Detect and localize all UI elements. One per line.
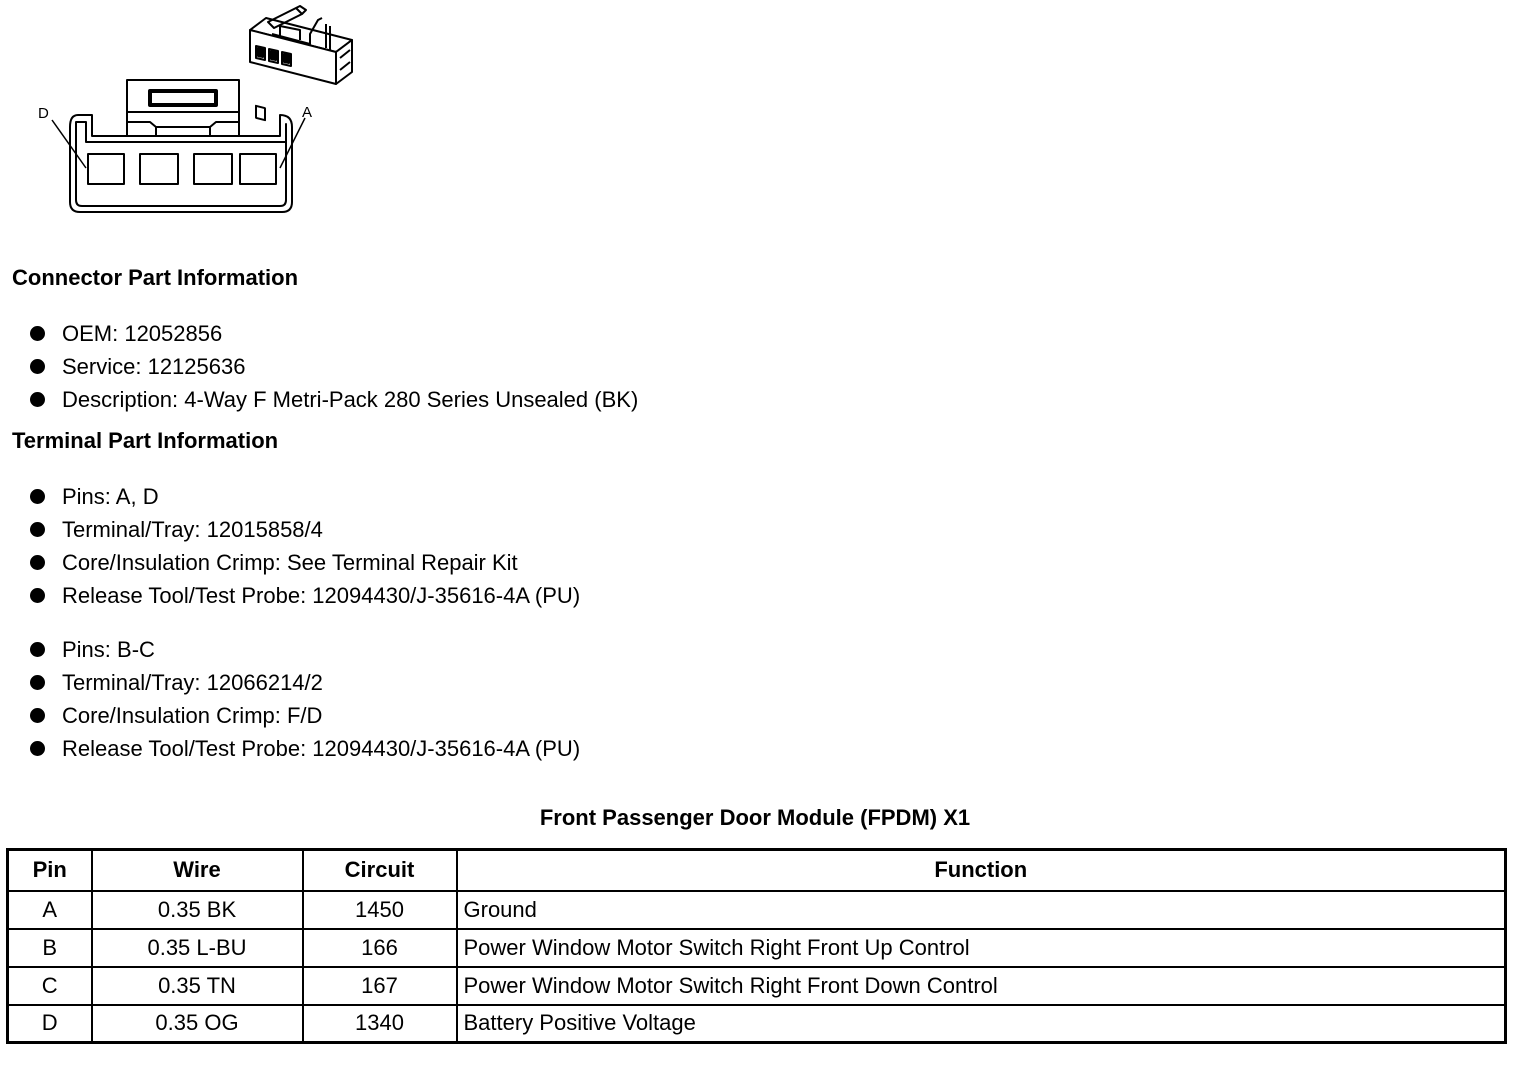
terminal-crimp: Core/Insulation Crimp: F/D (62, 703, 323, 728)
connector-diagram (0, 0, 370, 225)
pin-table (6, 848, 1507, 1044)
connector-part-info-heading: Connector Part Information (12, 265, 299, 290)
terminal-pins: Pins: A, D (62, 484, 159, 509)
list-item (28, 317, 638, 350)
cell-function: Ground (457, 891, 1506, 929)
terminal-group-1-list (28, 480, 580, 612)
connector-part-info-list (28, 317, 638, 416)
bullet-icon (30, 555, 45, 570)
table-row (8, 891, 1506, 929)
bullet-icon (30, 708, 45, 723)
header-pin: Pin (8, 850, 92, 891)
terminal-release-tool: Release Tool/Test Probe: 12094430/J-35616-4A (PU) (62, 583, 581, 608)
connector-service: Service: 12125636 (62, 354, 246, 379)
cell-circuit: 1340 (303, 1005, 457, 1043)
bullet-icon (30, 522, 45, 537)
bullet-icon (30, 588, 45, 603)
cell-wire: 0.35 TN (92, 967, 303, 1005)
table-row (8, 929, 1506, 967)
table-header-row (8, 850, 1506, 891)
cell-pin: B (8, 929, 92, 967)
cell-function: Battery Positive Voltage (457, 1005, 1506, 1043)
cell-circuit: 167 (303, 967, 457, 1005)
list-item (28, 633, 580, 666)
cell-pin: D (8, 1005, 92, 1043)
cavity-d (88, 154, 124, 184)
bullet-icon (30, 675, 45, 690)
connector-isometric-view (250, 6, 352, 120)
list-item (28, 699, 580, 732)
cell-function: Power Window Motor Switch Right Front Up Control (457, 929, 1506, 967)
cell-pin: C (8, 967, 92, 1005)
pin-label-d: D (38, 105, 49, 122)
bullet-icon (30, 642, 45, 657)
terminal-tray: Terminal/Tray: 12015858/4 (62, 517, 323, 542)
connector-front-view (52, 80, 305, 212)
table-row (8, 967, 1506, 1005)
terminal-release-tool: Release Tool/Test Probe: 12094430/J-35616-4A (PU) (62, 736, 581, 761)
list-item (28, 579, 580, 612)
cavity-b (194, 154, 232, 184)
bullet-icon (30, 489, 45, 504)
cavity-a (240, 154, 276, 184)
terminal-tray: Terminal/Tray: 12066214/2 (62, 670, 323, 695)
cell-wire: 0.35 BK (92, 891, 303, 929)
list-item (28, 350, 638, 383)
bullet-icon (30, 326, 45, 341)
cell-circuit: 166 (303, 929, 457, 967)
cell-wire: 0.35 OG (92, 1005, 303, 1043)
cell-pin: A (8, 891, 92, 929)
list-item (28, 513, 580, 546)
bullet-icon (30, 392, 45, 407)
list-item (28, 732, 580, 765)
pin-label-a: A (302, 104, 313, 121)
terminal-part-info-heading: Terminal Part Information (12, 428, 279, 453)
header-circuit: Circuit (303, 850, 457, 891)
connector-oem: OEM: 12052856 (62, 321, 223, 346)
header-wire: Wire (92, 850, 303, 891)
terminal-pins: Pins: B-C (62, 637, 155, 662)
list-item (28, 666, 580, 699)
terminal-crimp: Core/Insulation Crimp: See Terminal Repair Kit (62, 550, 518, 575)
terminal-group-2-list (28, 633, 580, 765)
cell-wire: 0.35 L-BU (92, 929, 303, 967)
cell-circuit: 1450 (303, 891, 457, 929)
header-function: Function (457, 850, 1506, 891)
list-item (28, 480, 580, 513)
cavity-c (140, 154, 178, 184)
cell-function: Power Window Motor Switch Right Front Down Control (457, 967, 1506, 1005)
table-title: Front Passenger Door Module (FPDM) X1 (539, 805, 971, 830)
bullet-icon (30, 741, 45, 756)
list-item (28, 383, 638, 416)
bullet-icon (30, 359, 45, 374)
list-item (28, 546, 580, 579)
connector-description: Description: 4-Way F Metri-Pack 280 Series Unsealed (BK) (62, 387, 639, 412)
table-row (8, 1005, 1506, 1043)
